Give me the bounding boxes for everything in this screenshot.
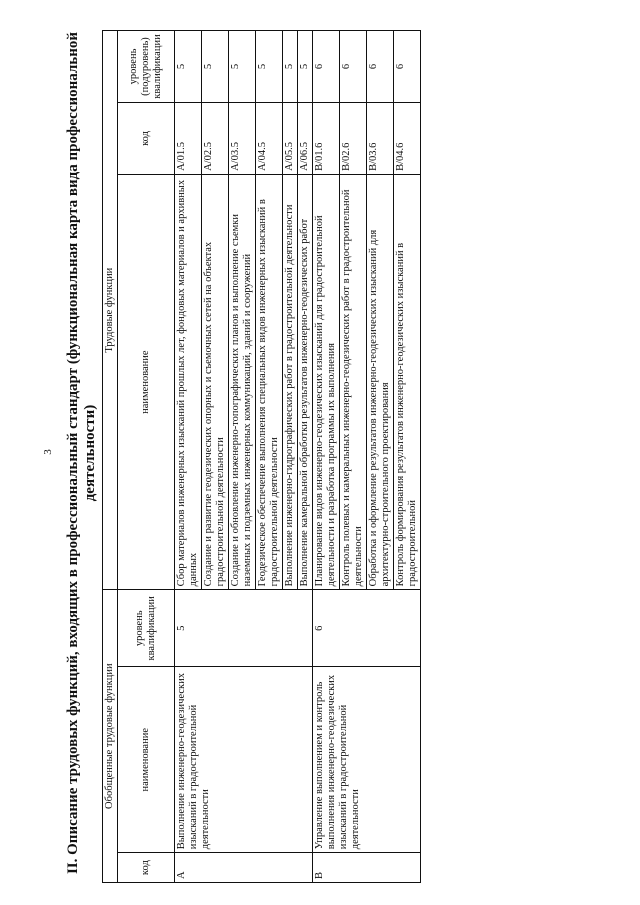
header-row-1	[103, 31, 118, 883]
function-name: Выполнение камеральной обработки результатов инженерно-геодезических работ	[298, 174, 313, 589]
function-code: B/02.6	[340, 103, 367, 175]
group-name: Выполнение инженерно-геодезических изысканий в градостроительной деятельности	[175, 667, 313, 853]
function-name: Контроль полевых и камеральных инженерно-геодезических работ в градостроительной деятельности	[340, 174, 367, 589]
header-name: наименование	[118, 667, 175, 853]
function-code: A/05.5	[283, 103, 298, 175]
header-row-2	[118, 31, 175, 883]
function-name: Создание и развитие геодезических опорных и съемочных сетей на объектах градостроительной деятельности	[202, 174, 229, 589]
function-name: Планирование видов инженерно-геодезических изысканий для градостроительной деятельности и разработка программы их выполнения	[313, 174, 340, 589]
header-code: код	[118, 853, 175, 883]
header-function-code: код	[118, 103, 175, 175]
function-name: Выполнение инженерно-гидрографических работ в градостроительной деятельности	[283, 174, 298, 589]
function-code: A/06.5	[298, 103, 313, 175]
function-code: A/03.5	[229, 103, 256, 175]
group-code: B	[313, 853, 421, 883]
rotated-page	[65, 18, 640, 888]
function-name: Геодезическое обеспечение выполнения специальных видов инженерных изысканий в градостроительной деятельности	[256, 174, 283, 589]
function-level: 6	[313, 31, 340, 103]
function-level: 6	[394, 31, 421, 103]
function-level: 5	[175, 31, 202, 103]
function-level: 5	[256, 31, 283, 103]
group-code: A	[175, 853, 313, 883]
function-name: Создание и обновление инженерно-топографических планов и выполнение съемки наземных и подземных инженерных коммуникаций, зданий и сооружений	[229, 174, 256, 589]
header-labor: Трудовые функции	[103, 31, 118, 590]
function-level: 5	[229, 31, 256, 103]
group-level: 6	[313, 590, 421, 667]
group-level: 5	[175, 590, 313, 667]
header-generalized: Обобщенные трудовые функции	[103, 590, 118, 883]
function-code: B/04.6	[394, 103, 421, 175]
function-name: Обработка и оформление результатов инженерно-геодезических изысканий для архитектурно-строительного проектирования	[367, 174, 394, 589]
function-level: 5	[283, 31, 298, 103]
header-function-name: наименование	[118, 174, 175, 589]
header-sublevel: уровень (подуровень) квалификации	[118, 31, 175, 103]
page-number: 3	[42, 449, 54, 455]
section-title: II. Описание трудовых функций, входящих в профессиональный стандарт (функциональная карта вида профессиональной деятельности)	[65, 31, 98, 875]
function-name: Контроль формирования результатов инженерно-геодезических изысканий в градостроительной	[394, 174, 421, 589]
function-code: B/03.6	[367, 103, 394, 175]
table-row	[313, 31, 340, 883]
header-level: уровень квалификации	[118, 590, 175, 667]
functional-map-table	[102, 30, 421, 883]
function-code: A/02.5	[202, 103, 229, 175]
function-level: 6	[367, 31, 394, 103]
table-row	[175, 31, 202, 883]
function-level: 5	[298, 31, 313, 103]
function-code: A/01.5	[175, 103, 202, 175]
function-code: B/01.6	[313, 103, 340, 175]
function-level: 5	[202, 31, 229, 103]
function-name: Сбор материалов инженерных изысканий прошлых лет, фондовых материалов и архивных данных	[175, 174, 202, 589]
function-level: 6	[340, 31, 367, 103]
group-name: Управление выполнением и контроль выполнения инженерно-геодезических изысканий в градостроительной деятельности	[313, 667, 421, 853]
function-code: A/04.5	[256, 103, 283, 175]
